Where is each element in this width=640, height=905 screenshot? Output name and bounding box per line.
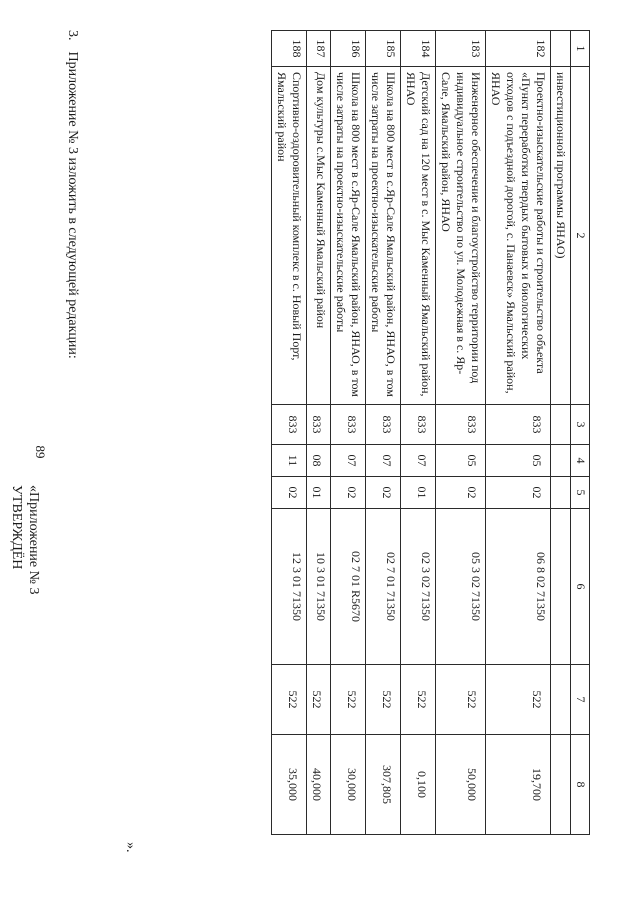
ministry-code: 833 xyxy=(486,405,551,445)
expense-type-code xyxy=(551,665,571,735)
row-number xyxy=(551,31,571,67)
expense-type-code: 522 xyxy=(401,665,436,735)
table-row xyxy=(307,31,331,835)
table-row xyxy=(272,31,307,835)
amount-value: 307,805 xyxy=(366,735,401,835)
ministry-code: 833 xyxy=(436,405,486,445)
ministry-code xyxy=(551,405,571,445)
subsection-code: 01 xyxy=(307,477,331,509)
object-name: инвестиционной программы ЯНАО) xyxy=(551,67,571,405)
object-name: Школа на 800 мест в с.Яр-Сале Ямальский район, ЯНАО, в том числе затраты на проектно-изыскательские работы xyxy=(366,67,401,405)
section-code: 05 xyxy=(486,445,551,477)
amount-value: 19,700 xyxy=(486,735,551,835)
expense-type-code: 522 xyxy=(331,665,366,735)
section-code xyxy=(551,445,571,477)
object-name: Инженерное обеспечение и благоустройство территории под индивидуальное строительство по ул. Молодежная в с. Яр-Сале, Ямальский район, ЯНАО xyxy=(436,67,486,405)
ministry-code: 833 xyxy=(331,405,366,445)
object-name: Школа на 800 мест в с.Яр-Сале Ямальский район, ЯНАО, в том числе затраты на проектно-изыскательские работы xyxy=(331,67,366,405)
appendix-title: «Приложение № 3 xyxy=(26,485,41,595)
row-number: 185 xyxy=(366,31,401,67)
subsection-code: 02 xyxy=(486,477,551,509)
expense-type-code: 522 xyxy=(272,665,307,735)
target-item-code: 06 8 02 71350 xyxy=(486,509,551,665)
appendix-heading xyxy=(8,485,42,595)
ministry-code: 833 xyxy=(307,405,331,445)
budget-table xyxy=(271,30,590,835)
ministry-code: 833 xyxy=(272,405,307,445)
target-item-code: 12 3 01 71350 xyxy=(272,509,307,665)
target-item-code: 02 7 01 R5670 xyxy=(331,509,366,665)
closing-quote: ». xyxy=(123,842,138,853)
section-code: 11 xyxy=(272,445,307,477)
column-header: 4 xyxy=(571,445,590,477)
table-row xyxy=(401,31,436,835)
amount-value: 50,000 xyxy=(436,735,486,835)
table-row xyxy=(486,31,551,835)
table-header-row xyxy=(571,31,590,835)
approval-label: УТВЕРЖДЁН xyxy=(9,485,24,570)
table-row xyxy=(331,31,366,835)
ministry-code: 833 xyxy=(366,405,401,445)
row-number: 182 xyxy=(486,31,551,67)
section-code: 07 xyxy=(366,445,401,477)
target-item-code: 02 7 01 71350 xyxy=(366,509,401,665)
section-code: 05 xyxy=(436,445,486,477)
amount-value: 0,100 xyxy=(401,735,436,835)
row-number: 186 xyxy=(331,31,366,67)
object-name: Спортивно-оздоровительный комплекс в с. Новый Порт, Ямальский район xyxy=(272,67,307,405)
ministry-code: 833 xyxy=(401,405,436,445)
target-item-code: 10 3 01 71350 xyxy=(307,509,331,665)
amount-value: 30,000 xyxy=(331,735,366,835)
object-name: Дом культуры с.Мыс Каменный Ямальский район xyxy=(307,67,331,405)
subsection-code: 02 xyxy=(366,477,401,509)
amount-value xyxy=(551,735,571,835)
column-header: 1 xyxy=(571,31,590,67)
page-number: 89 xyxy=(33,445,48,459)
expense-type-code: 522 xyxy=(307,665,331,735)
column-header: 8 xyxy=(571,735,590,835)
target-item-code: 02 3 02 71350 xyxy=(401,509,436,665)
object-name: Детский сад на 120 мест в с. Мыс Каменный Ямальский район, ЯНАО xyxy=(401,67,436,405)
expense-type-code: 522 xyxy=(366,665,401,735)
target-item-code xyxy=(551,509,571,665)
subsection-code: 02 xyxy=(272,477,307,509)
amount-value: 35,000 xyxy=(272,735,307,835)
table-row xyxy=(551,31,571,835)
subsection-code: 02 xyxy=(436,477,486,509)
row-number: 183 xyxy=(436,31,486,67)
subsection-code: 01 xyxy=(401,477,436,509)
expense-type-code: 522 xyxy=(486,665,551,735)
row-number: 184 xyxy=(401,31,436,67)
section-code: 07 xyxy=(331,445,366,477)
column-header: 3 xyxy=(571,405,590,445)
item-number: 3. xyxy=(65,30,80,41)
target-item-code: 05 3 02 71350 xyxy=(436,509,486,665)
table-row xyxy=(436,31,486,835)
section-code: 07 xyxy=(401,445,436,477)
column-header: 7 xyxy=(571,665,590,735)
subsection-code xyxy=(551,477,571,509)
column-header: 5 xyxy=(571,477,590,509)
column-header: 6 xyxy=(571,509,590,665)
object-name: Проектно-изыскательские работы и строительство объекта «Пункт переработки твердых бытовых и биологических отходов с подъездной дорогой, с. Панаевск» Ямальский район, ЯНАО xyxy=(486,67,551,405)
amount-value: 40,000 xyxy=(307,735,331,835)
amendment-item-3 xyxy=(64,30,80,359)
row-number: 188 xyxy=(272,31,307,67)
item-text: Приложение № 3 изложить в следующей редакции: xyxy=(65,51,80,359)
table-row xyxy=(366,31,401,835)
expense-type-code: 522 xyxy=(436,665,486,735)
row-number: 187 xyxy=(307,31,331,67)
subsection-code: 02 xyxy=(331,477,366,509)
column-header: 2 xyxy=(571,67,590,405)
section-code: 08 xyxy=(307,445,331,477)
